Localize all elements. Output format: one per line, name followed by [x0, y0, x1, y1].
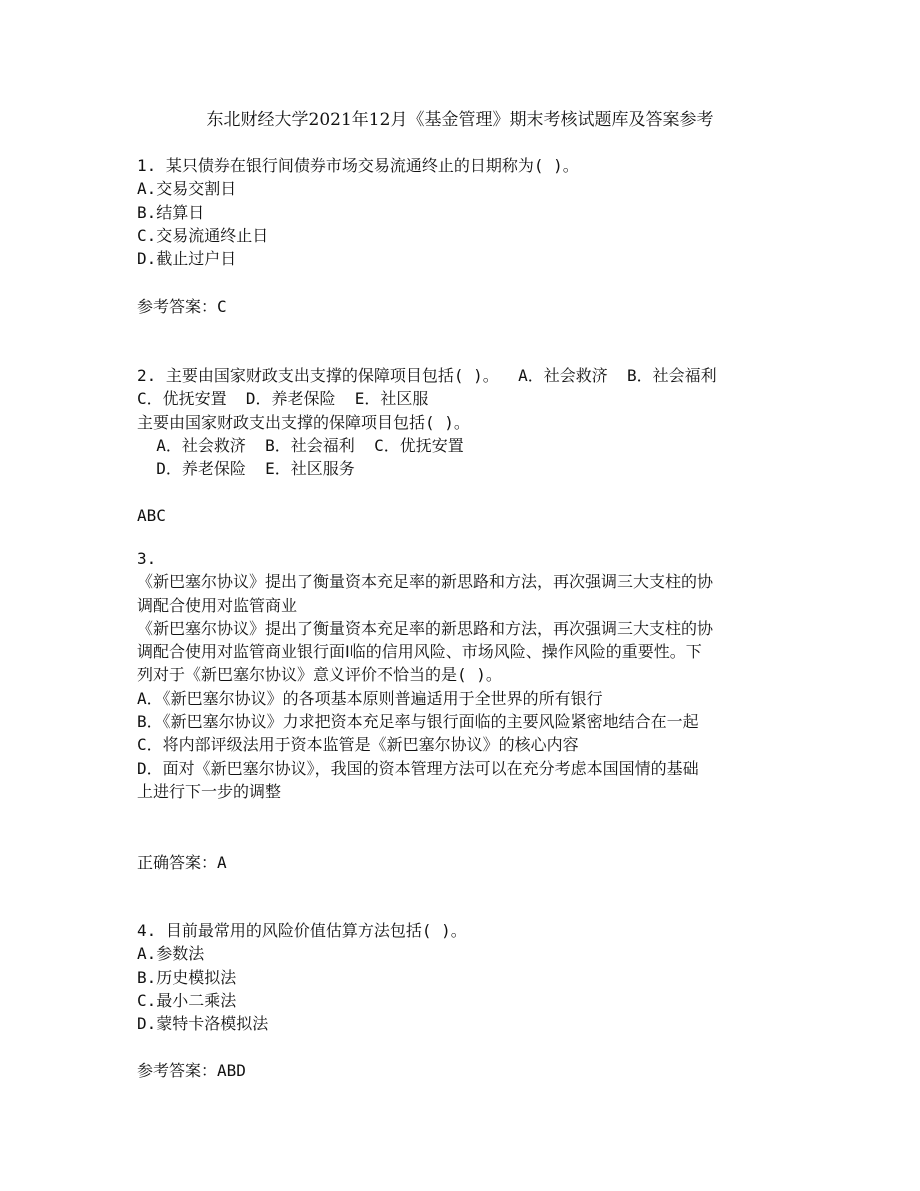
question-1-answer: 参考答案：C: [137, 297, 227, 316]
question-3-answer: 正确答案：A: [137, 853, 227, 872]
question-3-line-5: 调配合使用对监管商业银行面Ⅰ临的信用风险、市场风险、操作风险的重要性。下: [137, 642, 702, 662]
question-4-option-b: B.历史模拟法: [137, 967, 237, 987]
question-2-line-2: C．优抚安置 D．养老保险 E．社区服: [137, 389, 429, 409]
question-3-option-a: A．《新巴塞尔协议》的各项基本原则普遍适用于全世界的所有银行: [137, 688, 603, 708]
question-1-option-a: A.交易交割日: [137, 179, 237, 199]
question-1-option-d: D.截止过户日: [137, 249, 237, 269]
question-2-answer: ABC: [137, 506, 166, 525]
question-4-option-d: D.蒙特卡洛模拟法: [137, 1014, 269, 1034]
question-1-option-c: C.交易流通终止日: [137, 225, 269, 245]
question-3-option-c: C．将内部评级法用于资本监管是《新巴塞尔协议》的核心内容: [137, 735, 579, 755]
question-4: [137, 919, 797, 1035]
document-title: 东北财经大学2021年12月《基金管理》期末考核试题库及答案参考: [206, 110, 714, 130]
question-3: [137, 547, 797, 803]
question-3-option-d: D．面对《新巴塞尔协议》，我国的资本管理方法可以在充分考虑本国国情的基础: [137, 758, 699, 778]
question-1-stem: 1. 某只债券在银行间债券市场交易流通终止的日期称为( )。: [137, 156, 579, 175]
question-3-line-6: 列对于《新巴塞尔协议》意义评价不恰当的是( )。: [137, 665, 502, 685]
question-3-line-4: 《新巴塞尔协议》提出了衡量资本充足率的新思路和方法，再次强调三大支柱的协: [137, 618, 714, 638]
question-4-stem: 4. 目前最常用的风险价值估算方法包括( )。: [137, 921, 467, 940]
question-3-option-d-cont: 上进行下一步的调整: [137, 781, 282, 801]
question-3-line-2: 《新巴塞尔协议》提出了衡量资本充足率的新思路和方法，再次强调三大支柱的协: [137, 572, 714, 592]
question-2-line-1: 2. 主要由国家财政支出支撑的保障项目包括( )。 A．社会救济 B．社会福利: [137, 366, 717, 385]
question-2: [137, 364, 797, 480]
question-1-option-b: B.结算日: [137, 202, 205, 222]
question-4-answer: 参考答案：ABD: [137, 1061, 246, 1080]
question-2-line-4: A．社会救济 B．社会福利 C．优抚安置: [137, 435, 464, 455]
question-3-line-3: 调配合使用对监管商业: [137, 595, 298, 615]
question-3-number: 3.: [137, 549, 157, 568]
question-2-line-5: D．养老保险 E．社区服务: [137, 459, 355, 479]
question-4-option-a: A.参数法: [137, 944, 205, 964]
question-4-option-c: C.最小二乘法: [137, 990, 237, 1010]
question-1: [137, 154, 797, 270]
question-2-line-3: 主要由国家财政支出支撑的保障项目包括( )。: [137, 412, 470, 432]
question-3-option-b: B．《新巴塞尔协议》力求把资本充足率与银行面临的主要风险紧密地结合在一起: [137, 712, 699, 732]
